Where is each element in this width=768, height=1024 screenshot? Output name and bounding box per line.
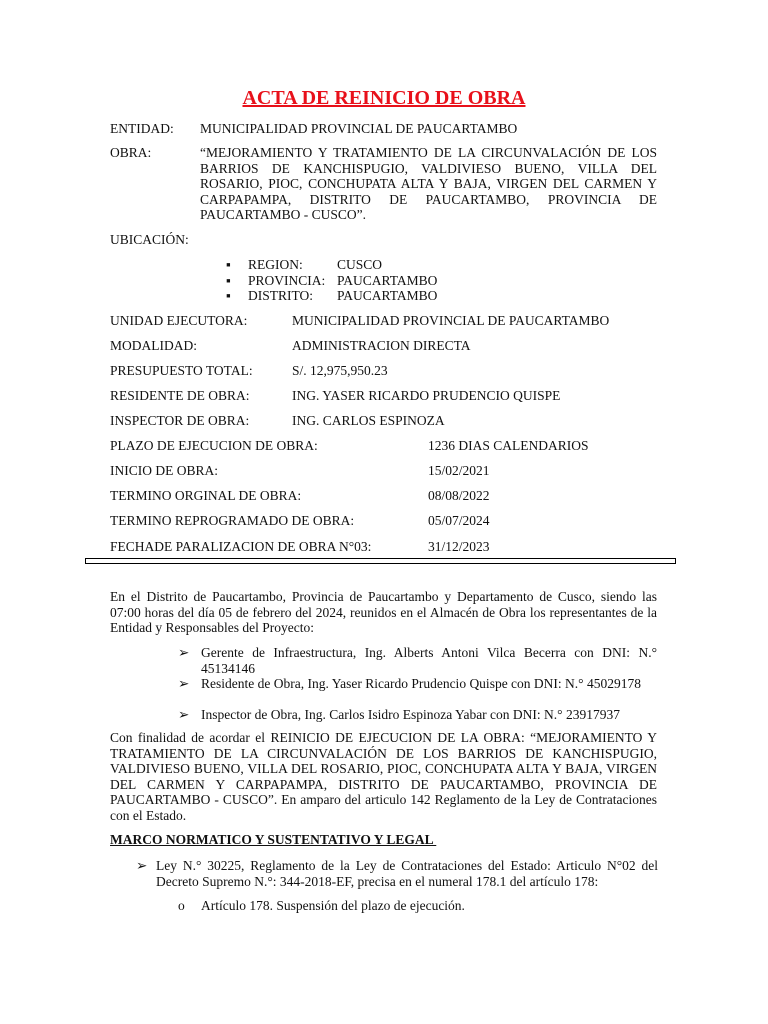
separator-box (85, 558, 676, 564)
plazo-value: 1236 DIAS CALENDARIOS (428, 438, 589, 453)
entidad-value: MUNICIPALIDAD PROVINCIAL DE PAUCARTAMBO (200, 121, 518, 136)
obra-label: OBRA: (110, 145, 152, 160)
circle-bullet-icon: o (178, 898, 185, 913)
paralizacion-label: FECHADE PARALIZACION DE OBRA N°03: (110, 539, 372, 554)
square-bullet-icon: ▪ (226, 257, 231, 272)
document-title: ACTA DE REINICIO DE OBRA (242, 87, 526, 109)
region-label: REGION: (248, 257, 303, 272)
ley-text: Ley N.° 30225, Reglamento de la Ley de Contrataciones del Estado: Articulo N°02 del Decreto Supremo N.°: 344-2018-EF, precisa en el numeral 178.1 del artículo 178: (156, 858, 658, 889)
paralizacion-value: 31/12/2023 (428, 539, 490, 554)
distrito-label: DISTRITO: (248, 288, 314, 303)
modalidad-value: ADMINISTRACION DIRECTA (292, 338, 471, 353)
obra-value: “MEJORAMIENTO Y TRATAMIENTO DE LA CIRCUNVALACIÓN DE LOS BARRIOS DE KANCHISPUGIO, VALDIVIESO BUENO, VILLA DEL ROSARIO, PIOC, CONCHUPATA ALTA Y BAJA, VIRGEN DEL CARMEN Y CARPAPAMPA, DISTRITO DE PAUCARTAMBO, PROVINCIA DE PAUCARTAMBO - CUSCO”. (200, 145, 657, 222)
purpose-paragraph: Con finalidad de acordar el REINICIO DE EJECUCION DE LA OBRA: “MEJORAMIENTO Y TRATAMIENTO DE LA CIRCUNVALACIÓN DE LOS BARRIOS DE KANCHISPUGIO, VALDIVIESO BUENO, VILLA DEL ROSARIO, PIOC, CONCHUPATA ALTA Y BAJA, VIRGEN DEL CARMEN Y CARPAPAMPA, DISTRITO DE PAUCARTAMBO, PROVINCIA DE PAUCARTAMBO - CUSCO”. En amparo del articulo 142 Reglamento de la Ley de Contrataciones con el Estado. (110, 730, 657, 823)
region-value: CUSCO (337, 257, 383, 272)
articulo-text: Artículo 178. Suspensión del plazo de ejecución. (201, 898, 465, 913)
residente-label: RESIDENTE DE OBRA: (110, 388, 250, 403)
modalidad-label: MODALIDAD: (110, 338, 197, 353)
unidad-ejecutora-label: UNIDAD EJECUTORA: (110, 313, 248, 328)
termino-reprogramado-label: TERMINO REPROGRAMADO DE OBRA: (110, 513, 355, 528)
ubicacion-label: UBICACIÓN: (110, 232, 189, 247)
arrow-bullet-icon: ➢ (178, 645, 190, 660)
provincia-value: PAUCARTAMBO (337, 272, 438, 288)
inicio-label: INICIO DE OBRA: (110, 463, 218, 478)
unidad-ejecutora-value: MUNICIPALIDAD PROVINCIAL DE PAUCARTAMBO (292, 313, 610, 328)
arrow-bullet-icon: ➢ (136, 858, 148, 873)
inspector-value: ING. CARLOS ESPINOZA (292, 413, 445, 428)
presupuesto-label: PRESUPUESTO TOTAL: (110, 363, 253, 378)
termino-original-label: TERMINO ORGINAL DE OBRA: (110, 488, 302, 503)
plazo-label: PLAZO DE EJECUCION DE OBRA: (110, 438, 318, 453)
termino-reprogramado-value: 05/07/2024 (428, 513, 490, 528)
distrito-value: PAUCARTAMBO (337, 288, 438, 303)
presupuesto-value: S/. 12,975,950.23 (292, 363, 388, 378)
arrow-bullet-icon: ➢ (178, 707, 190, 722)
marco-heading: MARCO NORMATICO Y SUSTENTATIVO Y LEGAL (110, 832, 437, 847)
termino-original-value: 08/08/2022 (428, 488, 490, 503)
representative-text: Residente de Obra, Ing. Yaser Ricardo Prudencio Quispe con DNI: N.° 45029178 (201, 676, 641, 691)
square-bullet-icon: ▪ (226, 288, 231, 303)
provincia-label: PROVINCIA: (248, 272, 326, 288)
intro-paragraph: En el Distrito de Paucartambo, Provincia de Paucartambo y Departamento de Cusco, siendo las 07:00 horas del día 05 de febrero del 2024, reunidos en el Almacén de Obra los representantes de la Entidad y Responsables del Proyecto: (110, 589, 657, 635)
arrow-bullet-icon: ➢ (178, 676, 190, 691)
entidad-label: ENTIDAD: (110, 121, 174, 136)
representative-text: Gerente de Infraestructura, Ing. Alberts Antoni Vilca Becerra con DNI: N.° 45134146 (201, 645, 657, 676)
inicio-value: 15/02/2021 (428, 463, 490, 478)
residente-value: ING. YASER RICARDO PRUDENCIO QUISPE (292, 388, 561, 403)
representative-text: Inspector de Obra, Ing. Carlos Isidro Espinoza Yabar con DNI: N.° 23917937 (201, 707, 620, 722)
inspector-label: INSPECTOR DE OBRA: (110, 413, 250, 428)
square-bullet-icon: ▪ (226, 272, 231, 288)
